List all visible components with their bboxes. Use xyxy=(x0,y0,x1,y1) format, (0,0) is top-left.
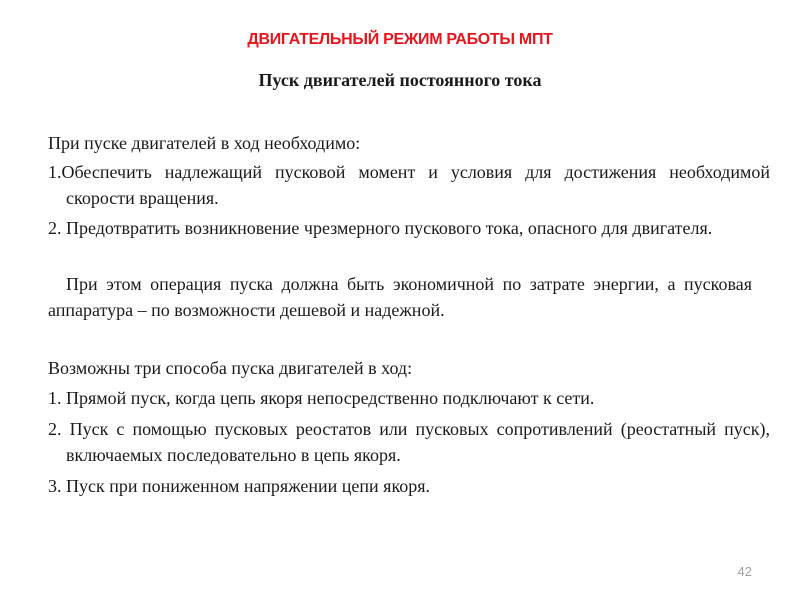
section2-item-2: 2. Пуск с помощью пусковых реостатов или пусковых сопротивлений (реостатный пуск), включаемых последовательно в цепь якоря. xyxy=(48,419,770,465)
slide-title: ДВИГАТЕЛЬНЫЙ РЕЖИМ РАБОТЫ МПТ xyxy=(247,31,553,48)
section1-item-1: 1.Обеспечить надлежащий пусковой момент и условия для достижения необходимой скорости вращения. xyxy=(48,162,770,208)
section2-intro: Возможны три способа пуска двигателей в ход: xyxy=(48,358,413,378)
page-number: 42 xyxy=(737,564,752,579)
section2-item-3: 3. Пуск при пониженном напряжении цепи якоря. xyxy=(48,476,431,496)
slide-subtitle: Пуск двигателей постоянного тока xyxy=(258,70,542,90)
section1-item-2: 2. Предотвратить возникновение чрезмерного пускового тока, опасного для двигателя. xyxy=(48,218,713,238)
section2-item-1: 1. Прямой пуск, когда цепь якоря непосредственно подключают к сети. xyxy=(48,388,595,408)
section1-note: При этом операция пуска должна быть экономичной по затрате энергии, а пусковая аппаратура – по возможности дешевой и надежной. xyxy=(48,274,752,320)
section1-intro: При пуске двигателей в ход необходимо: xyxy=(48,133,361,153)
